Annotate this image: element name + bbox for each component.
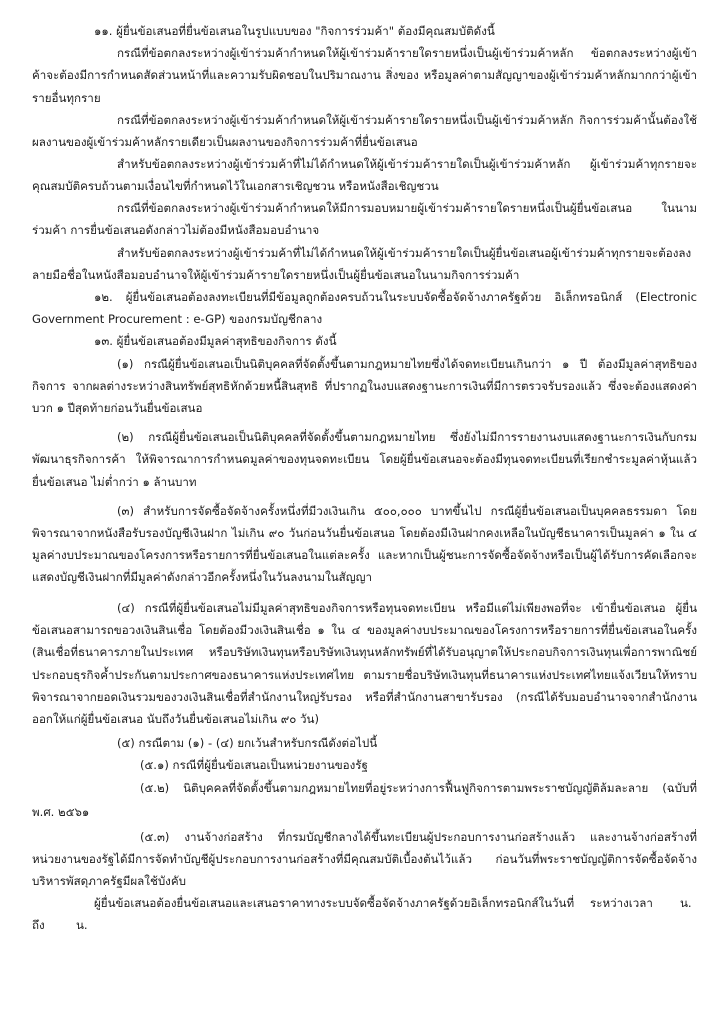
paragraph-line: รายอื่นทุกราย [32,91,101,105]
paragraph-line: กิจการ จากผลต่างระหว่างสินทรัพย์สุทธิหักด้วยหนี้สินสุทธิ ที่ปรากฏในงบแสดงฐานะการเงินที่มีการตรวจรับรองแล้ว ซึ่งจะต้องแสดงค่า [32,379,697,393]
sub-item-line: (๕.๒) นิติบุคคลที่จัดตั้งขึ้นตามกฎหมายไทยที่อยู่ระหว่างการฟื้นฟูกิจการตามพระราชบัญญัติล้มละลาย (ฉบับที่ [140,781,697,795]
paragraph-line: (๓) สำหรับการจัดซื้อจัดจ้างครั้งหนึ่งที่มีวงเงินเกิน ๕๐๐,๐๐๐ บาทขึ้นไป กรณีผู้ยื่นข้อเสนอเป็นบุคคลธรรมดา โดย [117,504,697,518]
sub-item-line: (๕.๑) กรณีที่ผู้ยื่นข้อเสนอเป็นหน่วยงานของรัฐ [140,758,368,772]
paragraph-line: หน่วยงานของรัฐได้มีการจัดทำบัญชีผู้ประกอบการงานก่อสร้างที่มีคุณสมบัติเบื้องต้นไว้แล้ว ก่อนวันที่พระราชบัญญัติการจัดซื้อจัดจ้าง [32,852,697,866]
paragraph-line: (๔) กรณีที่ผู้ยื่นข้อเสนอไม่มีมูลค่าสุทธิของกิจการหรือทุนจดทะเบียน หรือมีแต่ไม่เพียงพอที่จะ เข้ายื่นข้อเสนอ ผู้ยื่น [117,601,697,615]
paragraph-line: พิจารณาจากหนังสือรับรองบัญชีเงินฝาก ไม่เกิน ๙๐ วันก่อนวันยื่นข้อเสนอ โดยต้องมีเงินฝากคงเหลือในบัญชีธนาคารเป็นมูลค่า ๑ ใน ๔ [32,526,697,540]
paragraph-line: ออกให้แก่ผู้ยื่นข้อเสนอ นับถึงวันยื่นข้อเสนอไม่เกิน ๙๐ วัน) [32,712,319,726]
paragraph-line: บวก ๑ ปีสุดท้ายก่อนวันยื่นข้อเสนอ [32,401,203,415]
paragraph-line: พัฒนาธุรกิจการค้า ให้พิจารณาการกำหนดมูลค่าของทุนจดทะเบียน โดยผู้ยื่นข้อเสนอจะต้องมีทุนจดทะเบียนที่เรียกชำระมูลค่าหุ้นแล้ว [32,452,697,466]
paragraph-line: ร่วมค้า การยื่นข้อเสนอดังกล่าวไม่ต้องมีหนังสือมอบอำนาจ [32,223,320,237]
paragraph-line: ลายมือชื่อในหนังสือมอบอำนาจให้ผู้เข้าร่วมค้ารายใดรายหนึ่งเป็นผู้ยื่นข้อเสนอในนามกิจการร่วมค้า [32,268,520,282]
paragraph-line: กรณีที่ข้อตกลงระหว่างผู้เข้าร่วมค้ากำหนดให้มีการมอบหมายผู้เข้าร่วมค้ารายใดรายหนึ่งเป็นผู้ยื่นข้อเสนอ ในนาม [117,201,697,215]
paragraph-line: กรณีที่ข้อตกลงระหว่างผู้เข้าร่วมค้ากำหนดให้ผู้เข้าร่วมค้ารายใดรายหนึ่งเป็นผู้เข้าร่วมค้าหลัก ข้อตกลงระหว่างผู้เข้า [117,46,697,60]
paragraph-line: บริหารพัสดุภาครัฐมีผลใช้บังคับ [32,874,186,888]
paragraph-line: (สินเชื่อที่ธนาคารภายในประเทศ หรือบริษัทเงินทุนหรือบริษัทเงินทุนหลักทรัพย์ที่ได้รับอนุญาตให้ประกอบกิจการเงินทุนเพื่อการพาณิชย์ [32,645,697,659]
submission-line: ผู้ยื่นข้อเสนอต้องยื่นข้อเสนอและเสนอราคาทางระบบจัดซื้อจัดจ้างภาครัฐด้วยอิเล็กทรอนิกส์ในวันที่ [94,896,575,910]
time-label: ระหว่างเวลา [590,896,653,910]
paragraph-line: พิจารณาจากยอดเงินรวมของวงเงินสินเชื่อที่สำนักงานใหญ่รับรอง หรือที่สำนักงานสาขารับรอง (กรณีได้รับมอบอำนาจจากสำนักงาน [32,690,697,704]
paragraph-line: ประกอบธุรกิจค้ำประกันตามประกาศของธนาคารแห่งประเทศไทย ตามรายชื่อบริษัทเงินทุนที่ธนาคารแห่งประเทศไทยแจ้งเวียนให้ทราบ [32,668,697,682]
paragraph-line: ยื่นข้อเสนอ ไม่ต่ำกว่า ๑ ล้านบาท [32,475,197,489]
paragraph-line: Government Procurement : e-GP) ของกรมบัญชีกลาง [32,312,323,326]
paragraph-line: สำหรับข้อตกลงระหว่างผู้เข้าร่วมค้าที่ไม่ได้กำหนดให้ผู้เข้าร่วมค้ารายใดเป็นผู้เข้าร่วมค้าหลัก ผู้เข้าร่วมค้าทุกรายจะ [117,157,697,171]
paragraph-line: (๑) กรณีผู้ยื่นข้อเสนอเป็นนิติบุคคลที่จัดตั้งขึ้นตามกฎหมายไทยซึ่งได้จดทะเบียนเกินกว่า ๑ ปี ต้องมีมูลค่าสุทธิของ [117,357,697,371]
paragraph-line: (๕) กรณีตาม (๑) - (๔) ยกเว้นสำหรับกรณีดังต่อไปนี้ [117,736,378,750]
time-unit: น. [680,896,692,910]
paragraph-line: ข้อเสนอสามารถขอวงเงินสินเชื่อ โดยต้องมีวงเงินสินเชื่อ ๑ ใน ๔ ของมูลค่างบประมาณของโครงการหรือรายการที่ยื่นข้อเสนอในครั้ง [32,623,697,637]
clause-11-heading: ๑๑. ผู้ยื่นข้อเสนอที่ยื่นข้อเสนอในรูปแบบของ "กิจการร่วมค้า" ต้องมีคุณสมบัติดังนี้ [94,24,495,38]
paragraph-line: ผลงานของผู้เข้าร่วมค้าหลักรายเดียวเป็นผลงานของกิจการร่วมค้าที่ยื่นข้อเสนอ [32,135,418,149]
paragraph-line: มูลค่างบประมาณของโครงการหรือรายการที่ยื่นข้อเสนอในแต่ละครั้ง และหากเป็นผู้ชนะการจัดซื้อจัดจ้างหรือเป็นผู้ได้รับการคัดเลือกจะ [32,548,697,562]
paragraph-line: กรณีที่ข้อตกลงระหว่างผู้เข้าร่วมค้ากำหนดให้ผู้เข้าร่วมค้ารายใดรายหนึ่งเป็นผู้เข้าร่วมค้าหลัก กิจการร่วมค้านั้นต้องใช้ [117,113,697,127]
time-unit: น. [76,918,88,932]
paragraph-line: ค้าจะต้องมีการกำหนดสัดส่วนหน้าที่และความรับผิดชอบในปริมาณงาน สิ่งของ หรือมูลค่าตามสัญญาของผู้เข้าร่วมค้าหลักมากกว่าผู้เข้า [32,68,697,82]
paragraph-line: พ.ศ. ๒๕๖๑ [32,805,90,819]
paragraph-line: แสดงบัญชีเงินฝากที่มีมูลค่าดังกล่าวอีกครั้งหนึ่งในวันลงนามในสัญญา [32,570,373,584]
paragraph-line: สำหรับข้อตกลงระหว่างผู้เข้าร่วมค้าที่ไม่ได้กำหนดให้ผู้เข้าร่วมค้ารายใดเป็นผู้ยื่นข้อเสนอผู้เข้าร่วมค้าทุกรายจะต้องลง [117,246,692,260]
until-label: ถึง [32,918,45,932]
paragraph-line: (๒) กรณีผู้ยื่นข้อเสนอเป็นนิติบุคคลที่จัดตั้งขึ้นตามกฎหมายไทย ซึ่งยังไม่มีการรายงานงบแสดงฐานะการเงินกับกรม [117,430,697,444]
clause-12-heading: ๑๒. ผู้ยื่นข้อเสนอต้องลงทะเบียนที่มีข้อมูลถูกต้องครบถ้วนในระบบจัดซื้อจัดจ้างภาครัฐด้วย อิเล็กทรอนิกส์ (Electronic [94,290,697,304]
paragraph-line: คุณสมบัติครบถ้วนตามเงื่อนไขที่กำหนดไว้ในเอกสารเชิญชวน หรือหนังสือเชิญชวน [32,179,439,193]
clause-13-heading: ๑๓. ผู้ยื่นข้อเสนอต้องมีมูลค่าสุทธิของกิจการ ดังนี้ [94,334,337,348]
sub-item-line: (๕.๓) งานจ้างก่อสร้าง ที่กรมบัญชีกลางได้ขึ้นทะเบียนผู้ประกอบการงานก่อสร้างแล้ว และงานจ้างก่อสร้างที่ [140,830,697,844]
